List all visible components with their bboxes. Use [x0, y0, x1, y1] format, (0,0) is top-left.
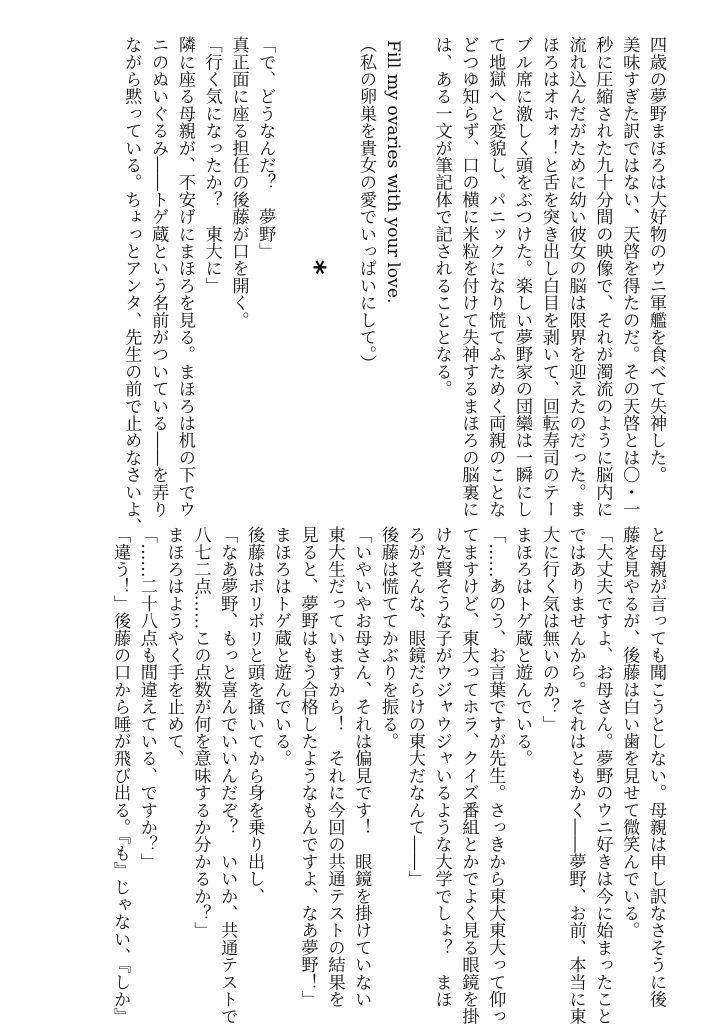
- text-line: てますけど、東大ってホラ、クイズ番組とかでよく見る眼鏡を掛: [458, 526, 479, 1025]
- text-line: 藤を見やるが、後藤は白い歯を見せて微笑んでいる。: [619, 526, 640, 939]
- text-line: は、ある一文が筆記体で記されることとなる。: [431, 36, 452, 398]
- text-line: 美味すぎた訳ではない、天啓を得たのだ。その天啓とは〇・一: [619, 36, 640, 518]
- text-line: 後藤はボリボリと頭を掻いてから身を乗り出し、: [244, 526, 265, 905]
- text-line: ながら黙っている。ちょっとアンタ、先生の前で止めなさいよ、: [121, 36, 142, 535]
- text-line: 東大生だっていますから！ それに今回の共通テストの結果を: [324, 526, 345, 1008]
- asterisk-icon: *: [299, 259, 333, 275]
- upper-text-block: [117, 36, 669, 535]
- blank-line: [406, 36, 428, 496]
- text-line: 見ると、夢野はもう合格したようなもんですよ、なあ夢野！」: [297, 526, 318, 1008]
- blank-line: [278, 36, 300, 496]
- text-line: けた賢そうな子がウジャウジャいるような大学でしょ？ まほ: [431, 526, 452, 1008]
- text-line: まほろはトゲ蔵と遊んでいる。: [512, 526, 533, 767]
- text-line: ブル席に激しく頭をぶつけた。楽しい夢野家の団欒は一瞬にし: [512, 36, 533, 518]
- text-line: 真正面に座る担任の後藤が口を開く。: [228, 36, 249, 329]
- text-line: ニのぬいぐるみ――トゲ蔵という名前がついている――を弄り: [148, 36, 169, 518]
- text-line: 「行く気になったか？ 東大に」: [201, 36, 222, 294]
- text-line: て地獄へと変貌し、パニックになり慌てふためく両親のことな: [485, 36, 506, 518]
- text-line: 「……二十八点も間違えている、ですか？」: [136, 526, 157, 870]
- text-line: 流れ込んだがために幼い彼女の脳は限界を迎えたのだった。ま: [565, 36, 586, 518]
- lower-text-block: [106, 526, 669, 1025]
- text-line: 「いやいやお母さん、それは偏見です！ 眼鏡を掛けていない: [351, 526, 372, 1008]
- text-line: ではありませんから。それはともかく――夢野、お前、本当に東: [565, 526, 586, 1025]
- text-line: 秒に圧縮された九十分間の映像で、それが濁流のように脳内に: [592, 36, 613, 518]
- text-line: 「で、どうなんだ？ 夢野」: [255, 36, 276, 260]
- text-line: と母親が言っても聞こうとしない。母親は申し訳なさそうに後: [646, 526, 666, 1008]
- blank-line: [330, 36, 352, 496]
- text-line: 「違う！」後藤の口から唾が飛び出る。『も』じゃない、『しか』: [110, 526, 131, 1025]
- text-line: ほろはオホォ！と舌を突き出し白目を剥いて、回転寿司のテー: [538, 36, 559, 518]
- text-line: 後藤は慌ててかぶりを振る。: [378, 526, 399, 750]
- text-line: まほろはようやく手を止めて、: [163, 526, 184, 767]
- text-line: 「なあ夢野、もっと喜んでいいんだぞ？ いいか、共通テストで: [217, 526, 238, 1025]
- translation-line: （私の卵巣を貴女の愛でいっぱいにして。）: [356, 36, 377, 372]
- text-line: 四歳の夢野まほろは大好物のウニ軍艦を食べて失神した。: [646, 36, 666, 484]
- text-line: 大に行く気は無いのか？」: [538, 526, 559, 733]
- text-line: どつゆ知らず、口の横に米粒を付けて失神するまほろの脳裏に: [458, 36, 479, 518]
- text-line: 「……あのう、お言葉ですが先生。さっきから東大東大って仰っ: [485, 526, 506, 1025]
- text-line: 隣に座る母親が、不安げにまほろを見る。まほろは机の下でウ: [174, 36, 195, 518]
- section-break: [299, 36, 333, 496]
- text-line: まほろはトゲ蔵と遊んでいる。: [270, 526, 291, 767]
- text-line: 「大丈夫ですよ、お母さん。夢野のウニ好きは今に始まったこと: [592, 526, 613, 1025]
- text-line: 八七二点……この点数が何を意味するか分かるか？」: [190, 526, 211, 939]
- text-line: ろがそんな、眼鏡だらけの東大だなんて――」: [404, 526, 425, 888]
- english-quote: Fill my ovaries with your love.: [382, 40, 403, 304]
